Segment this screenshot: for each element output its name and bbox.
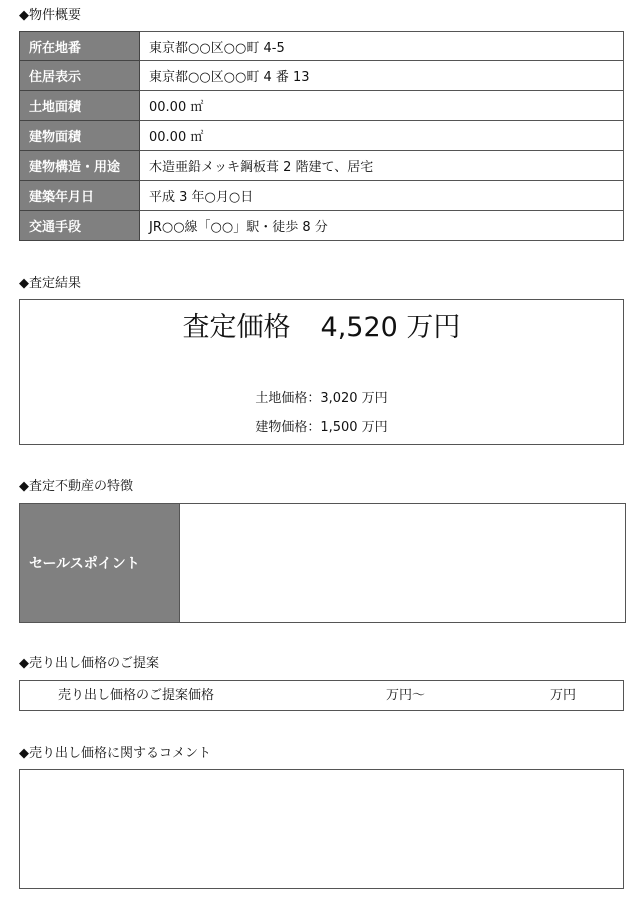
table-row (20, 91, 624, 121)
table-row (20, 61, 624, 91)
land-price: 土地価格：3,020 万円 (255, 391, 388, 406)
table-row (20, 211, 624, 241)
proposal-to-unit: 万円 (550, 688, 577, 703)
row-label: 交通手段 (20, 211, 140, 241)
row-label: 建物面積 (20, 121, 140, 151)
row-label: 土地面積 (20, 91, 140, 121)
price-value: 4,520 万円 (320, 312, 461, 343)
row-value: 東京都○○区○○町 4-5 (140, 32, 624, 61)
table-row (20, 121, 624, 151)
row-value: 00.00 ㎡ (140, 91, 624, 121)
features-section-title: ◆査定不動産の特徴 (19, 479, 133, 494)
building-price: 建物価格：1,500 万円 (255, 420, 388, 435)
sales-point-label: セールスポイント (20, 504, 180, 622)
table-row (20, 151, 624, 181)
result-section-title: ◆査定結果 (19, 276, 81, 291)
row-value: 東京都○○区○○町 4 番 13 (140, 61, 624, 91)
row-value: JR○○線「○○」駅・徒歩 8 分 (140, 211, 624, 241)
proposal-section-title: ◆売り出し価格のご提案 (19, 656, 159, 671)
property-overview-table (19, 31, 624, 241)
comment-box (19, 769, 624, 889)
row-value: 00.00 ㎡ (140, 121, 624, 151)
price-label: 査定価格 (182, 312, 291, 343)
table-row (20, 32, 624, 61)
row-label: 所在地番 (20, 32, 140, 61)
row-value: 平成 3 年○月○日 (140, 181, 624, 211)
features-box (19, 503, 626, 623)
overview-section-title: ◆物件概要 (19, 8, 81, 23)
proposal-box (19, 680, 624, 711)
proposal-from-unit: 万円～ (386, 688, 426, 703)
comment-section-title: ◆売り出し価格に関するコメント (19, 746, 211, 761)
row-label: 建築年月日 (20, 181, 140, 211)
assessed-price (20, 312, 623, 344)
assessment-result-box (19, 299, 624, 445)
row-label: 住居表示 (20, 61, 140, 91)
table-row (20, 181, 624, 211)
row-label: 建物構造・用途 (20, 151, 140, 181)
proposal-label: 売り出し価格のご提案価格 (58, 688, 215, 703)
sales-point-content (180, 504, 625, 622)
row-value: 木造亜鉛メッキ鋼板葺 2 階建て、居宅 (140, 151, 624, 181)
